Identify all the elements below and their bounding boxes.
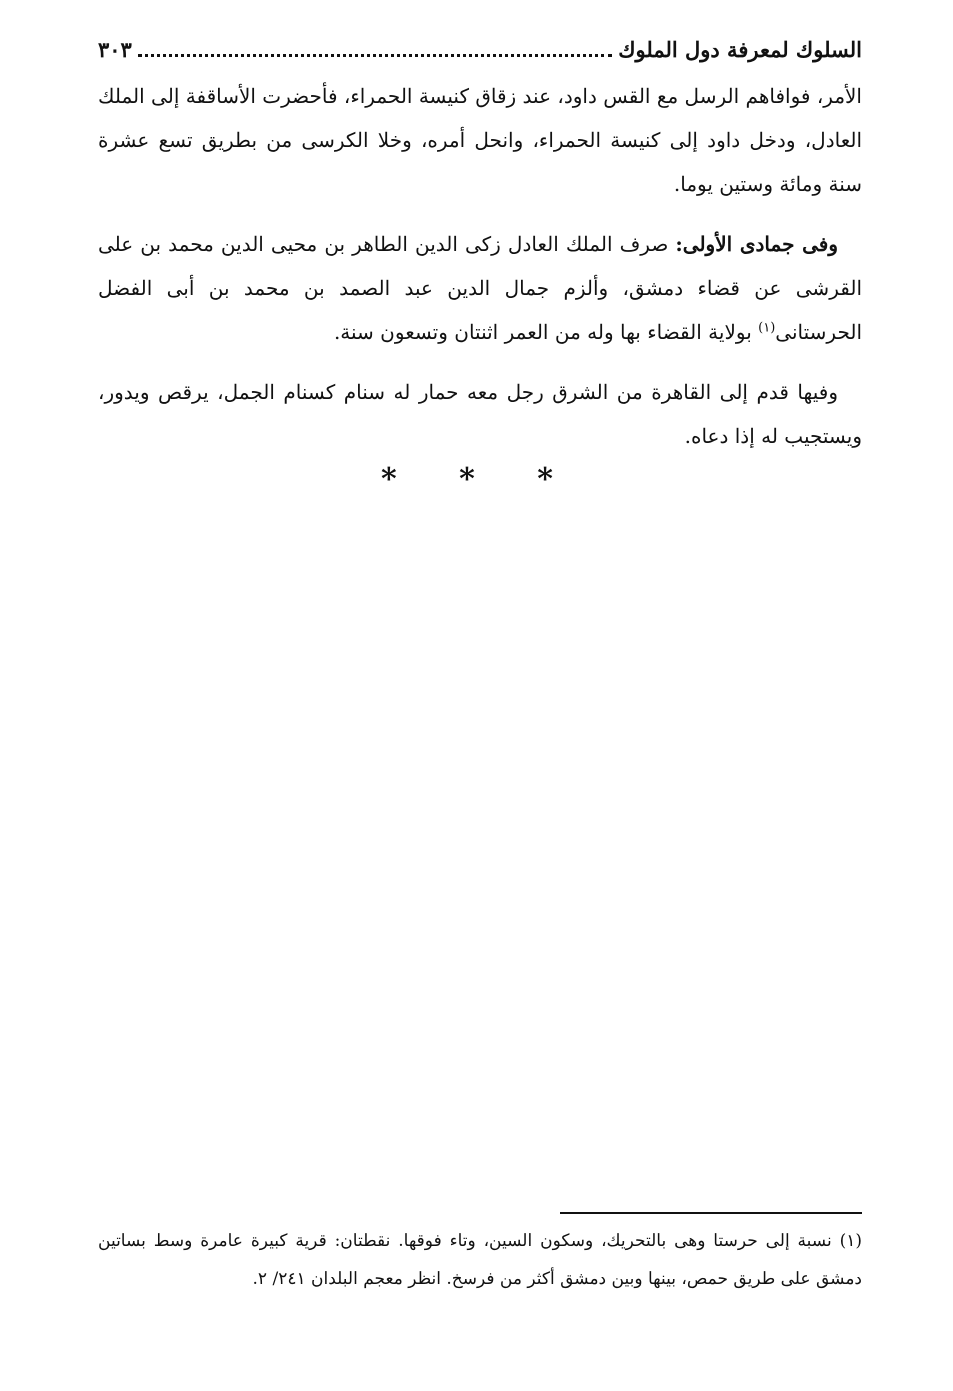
paragraph-text: الأمر، فوافاهم الرسل مع القس داود، عند زقاق كنيسة الحمراء، فأحضرت الأساقفة إلى الملك العادل، ودخل داود إلى كنيسة الحمراء، وانحل أمره، وخلا الكرسى من بطريق تسع عشرة سنة ومائة وستين يوما.	[98, 84, 862, 196]
paragraph-1	[98, 74, 862, 206]
dotted-leader	[138, 54, 612, 57]
paragraph-3	[98, 370, 862, 458]
paragraph-text: صرف الملك العادل زكى الدين الطاهر بن محيى الدين محمد بن على القرشى عن قضاء دمشق، وألزم جمال الدين عبد الصمد بن محمد بن أبى الفضل الحرستانى	[98, 232, 862, 344]
footnote-divider	[560, 1212, 862, 1214]
page-number: ٣٠٣	[98, 36, 132, 62]
document-page	[98, 30, 862, 1370]
paragraph-lead: وفى جمادى الأولى:	[675, 232, 838, 256]
section-separator: * * *	[381, 462, 579, 497]
paragraph-2	[98, 222, 862, 354]
footnote-reference[interactable]: (١)	[758, 320, 776, 336]
paragraph-text: وفيها قدم إلى القاهرة من الشرق رجل معه حمار له سنام كسنام الجمل، يرقص ويدور، ويستجيب له إذا دعاه.	[98, 380, 862, 448]
running-header	[98, 32, 862, 66]
footnote-text: (١) نسبة إلى حرستا وهى بالتحريك، وسكون السين، وتاء فوقها. نقطتان: قرية كبيرة عامرة وسط بساتين دمشق على طريق حمص، بينها وبين دمشق أكثر من فرسخ. انظر معجم البلدان ٢٤١/ ٢.	[98, 1231, 862, 1289]
footnote	[98, 1222, 862, 1298]
paragraph-text-continued: بولاية القضاء بها وله من العمر اثنتان وتسعون سنة.	[333, 320, 759, 344]
main-text	[98, 74, 862, 474]
book-title: السلوك لمعرفة دول الملوك	[618, 36, 862, 62]
